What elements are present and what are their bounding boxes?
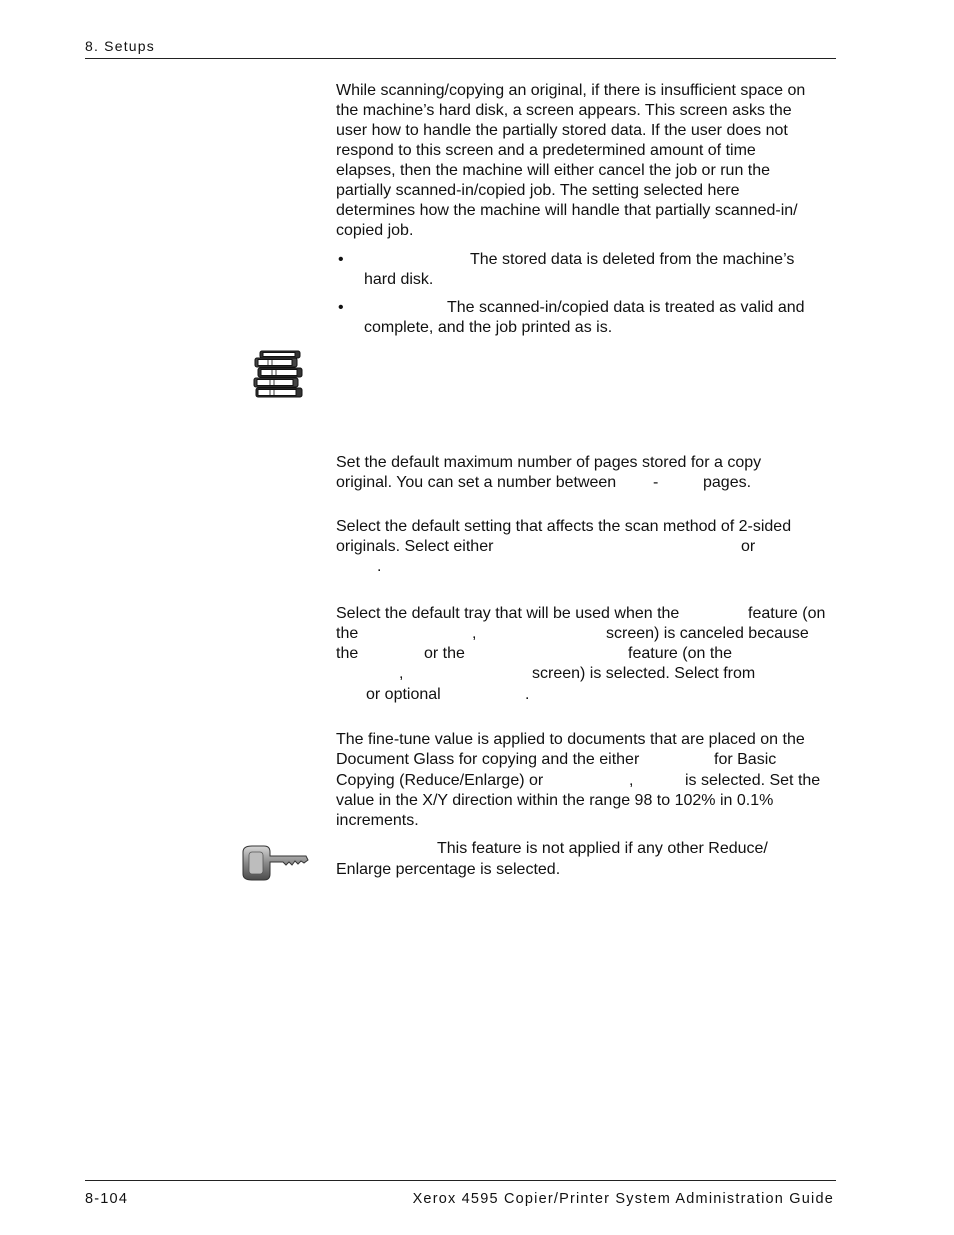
tray-line: or the [424,645,465,662]
fine-tune-line: for Basic [714,751,777,768]
fine-tune-comma: , [629,772,634,789]
bullet-mark: • [338,251,344,268]
tray-comma: , [399,665,404,682]
fine-tune-line: Copying (Reduce/Enlarge) or [336,772,544,789]
intro-line: determines how the machine will handle that partially scanned-in/ [336,202,798,219]
intro-line: copied job. [336,222,414,239]
tray-line: or optional [366,686,441,703]
intro-line: respond to this screen and a predetermined amount of time [336,142,756,159]
scan-method-or: or [741,538,756,555]
section-header: 8. Setups [85,38,155,54]
tray-line: screen) is selected. Select from [532,665,756,682]
tray-comma: , [472,625,477,642]
intro-line: While scanning/copying an original, if there is insufficient space on [336,82,806,99]
tray-line: feature (on the [628,645,733,662]
fine-tune-line: is selected. Set the [685,772,821,789]
bullet-text: hard disk. [364,271,434,288]
fine-tune-line: increments. [336,812,419,829]
fine-tune-line: Document Glass for copying and the either [336,751,640,768]
max-pages-line: pages. [703,474,752,491]
tray-period: . [525,686,530,703]
tray-line: Select the default tray that will be used when the [336,605,680,622]
scan-method-line: Select the default setting that affects the scan method of 2-sided [336,518,792,535]
scan-method-line: originals. Select either [336,538,494,555]
bullet-mark: • [338,299,344,316]
intro-line: elapses, then the machine will either cancel the job or run the [336,162,771,179]
tray-line: the [336,625,359,642]
footer-rule [85,1180,836,1181]
intro-line: partially scanned-in/copied job. The setting selected here [336,182,740,199]
fine-tune-line: The fine-tune value is applied to documents that are placed on the [336,731,805,748]
note-line: This feature is not applied if any other Reduce/ [437,840,768,857]
key-icon [240,844,310,882]
bullet-text: complete, and the job printed as is. [364,319,613,336]
bullet-text: The scanned-in/copied data is treated as valid and [447,299,805,316]
guide-title: Xerox 4595 Copier/Printer System Administration Guide [412,1191,834,1207]
tray-line: screen) is canceled because [606,625,809,642]
bullet-text: The stored data is deleted from the machine’s [470,251,795,268]
page-number: 8-104 [85,1191,129,1207]
intro-line: the machine’s hard disk, a screen appears. This screen asks the [336,102,792,119]
tray-line: the [336,645,359,662]
books-icon [250,350,310,400]
intro-line: user how to handle the partially stored data. If the user does not [336,122,788,139]
fine-tune-line: value in the X/Y direction within the range 98 to 102% in 0.1% [336,792,774,809]
tray-line: feature (on [748,605,826,622]
scan-method-period: . [377,558,382,575]
header-rule [85,58,836,59]
max-pages-dash: - [653,474,659,491]
max-pages-line: original. You can set a number between [336,474,617,491]
max-pages-line: Set the default maximum number of pages stored for a copy [336,454,762,471]
note-line: Enlarge percentage is selected. [336,861,561,878]
